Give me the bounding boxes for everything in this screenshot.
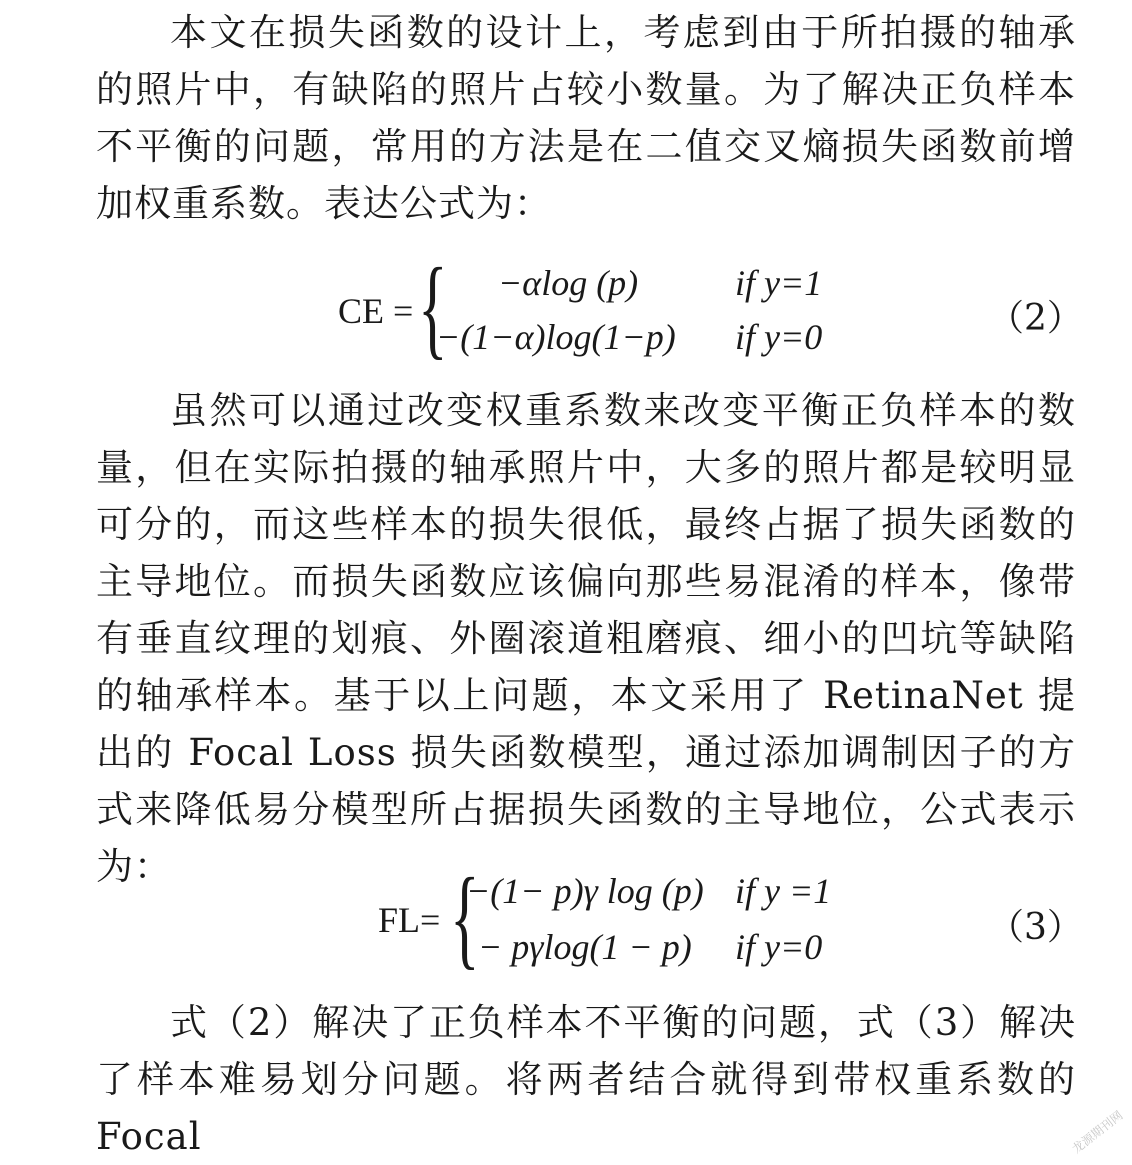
paragraph-conclusion: 式（2）解决了正负样本不平衡的问题，式（3）解决了样本难易划分问题。将两者结合就得到带权重系数的 Focal <box>96 1001 1076 1158</box>
equation-ce-cond2: if y=0 <box>735 317 823 357</box>
paragraph-focal-loss-motivation: 虽然可以通过改变权重系数来改变平衡正负样本的数量，但在实际拍摄的轴承照片中，大多的照片都是较明显可分的，而这些样本的损失很低，最终占据了损失函数的主导地位。而损失函数应该偏向那些易混淆的样本，像带有垂直纹理的划痕、外圈滚道粗磨痕、细小的凹坑等缺陷的轴承样本。基于以上问题，本文采用了 RetinaNet 提出的 Focal Loss 损失函数模型，通过添加调制因子的方式来降低易分模型所占据损失函数的主导地位，公式表示为： <box>96 389 1076 888</box>
equation-fl-cond2: if y=0 <box>735 927 823 967</box>
equation-fl-number: （3） <box>988 907 1083 948</box>
equation-ce-number: （2） <box>988 298 1083 339</box>
paragraph-loss-design: 本文在损失函数的设计上，考虑到由于所拍摄的轴承的照片中，有缺陷的照片占较小数量。为了解决正负样本不平衡的问题，常用的方法是在二值交叉熵损失函数前增加权重系数。表达公式为： <box>96 11 1076 225</box>
equation-fl-cond1: if y =1 <box>735 871 832 911</box>
equation-fl-case2: − pγlog(1 − p) <box>478 927 692 967</box>
equation-fl-lhs: FL= <box>378 900 441 940</box>
equation-fl-case1: −(1− p)γ log (p) <box>466 871 704 911</box>
equation-ce-lhs: CE = <box>338 291 414 331</box>
equation-fl-brace: { <box>450 856 480 980</box>
equation-ce-case1: −αlog (p) <box>498 263 639 303</box>
watermark-text: 龙源期刊网 <box>1069 1108 1126 1157</box>
equation-ce-cond1: if y=1 <box>735 263 823 303</box>
equation-ce-brace: { <box>418 246 448 370</box>
equation-ce-case2: −(1−α)log(1−p) <box>436 317 676 357</box>
